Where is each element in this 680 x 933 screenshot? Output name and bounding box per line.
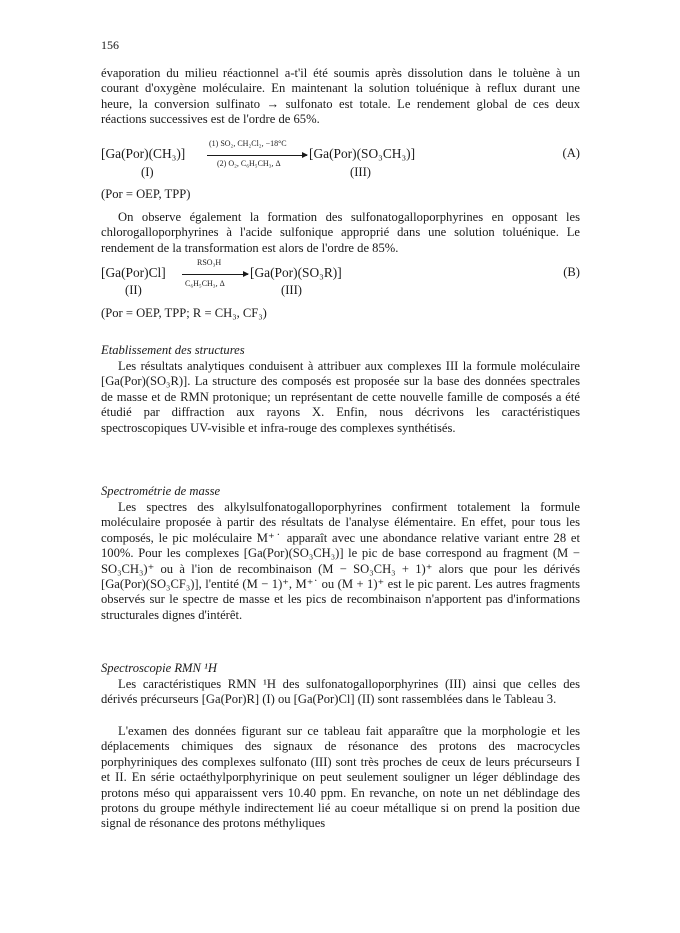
heading-mass-spectrometry: Spectrométrie de masse: [101, 484, 221, 498]
page-number: 156: [101, 38, 119, 52]
equation-a-product: [Ga(Por)(SO₃CH₃)]: [309, 146, 416, 161]
equation-b-arrow: [182, 274, 248, 275]
equation-a-label: (A): [562, 146, 580, 160]
equation-b-product-number: (III): [281, 283, 302, 297]
paragraph-chlorogalloporphyrines: On observe également la formation des sulfonatogalloporphyrines en opposant les chlorogalloporphyrines à l'acide sulfonique approprié dans une solution toluénique. Le rendement de la transformation est alors de l'ordre de 85%.: [101, 210, 580, 255]
equation-a: [101, 139, 580, 179]
equation-a-product-number: (III): [350, 165, 371, 179]
paragraph-structures: Les résultats analytiques conduisent à attribuer aux complexes III la formule moléculaire [Ga(Por)(SO₃R)]. La structure des composés est proposée sur la base des données spectrales de masse et de RMN protonique; un représentant de cette nouvelle famille de composés a été étudié par diffraction aux rayons X. Enfin, nous décrivons les caractéristiques spectroscopiques UV-visible et infra-rouge des complexes synthétisés.: [101, 359, 580, 435]
equation-a-reactant: [Ga(Por)(CH₃)]: [101, 146, 186, 161]
equation-b-product: [Ga(Por)(SO₃R)]: [250, 265, 342, 280]
heading-structures: Etablissement des structures: [101, 343, 245, 357]
equation-a-condition-top: (1) SO₂, CH₂Cl₂, −18°C: [209, 139, 287, 148]
equation-a-arrow: [207, 155, 307, 156]
equation-b: [101, 258, 580, 297]
equation-b-reactant: [Ga(Por)Cl]: [101, 265, 166, 280]
equation-a-note: (Por = OEP, TPP): [101, 187, 191, 201]
paragraph-mass-spectrometry: Les spectres des alkylsulfonatogalloporphyrines confirment totalement la formule moléculaire proposée à partir des résultats de l'analyse élémentaire. En effet, pour tous les composés, le pic moléculaire M⁺˙ apparaît avec une abondance relative variant entre 28 et 100%. Pour les complexes [Ga(Por)(SO₃CH₃)] le pic de base correspond au fragment (M − SO₃CH₃)⁺ ou à l'ion de recombinaison (M − SO₃CH₃ + 1)⁺ alors que pour les dérivés [Ga(Por)(SO₃CF₃)], l'entité (M − 1)⁺, M⁺˙ ou (M + 1)⁺ est le pic parent. Les autres fragments observés sur le spectre de masse et les pics de recombinaison n'apportent pas d'informations structurales dignes d'intérêt.: [101, 500, 580, 622]
heading-nmr: Spectroscopie RMN ¹H: [101, 661, 217, 675]
equation-b-condition-top: RSO₃H: [197, 258, 222, 267]
equation-a-condition-bottom: (2) O₂, C₆H₅CH₃, Δ: [217, 159, 281, 168]
equation-b-reactant-number: (II): [125, 283, 142, 297]
paragraph-nmr-intro: Les caractéristiques RMN ¹H des sulfonatogalloporphyrines (III) ainsi que celles des dérivés précurseurs [Ga(Por)R] (I) ou [Ga(Por)Cl] (II) sont rassemblées dans le Tableau 3.: [101, 677, 580, 707]
equation-b-label: (B): [563, 265, 580, 279]
equation-b-condition-bottom: C₆H₅CH₃, Δ: [185, 279, 225, 288]
equation-b-note: (Por = OEP, TPP; R = CH₃, CF₃): [101, 306, 267, 320]
paragraph-sulfinato-conversion: évaporation du milieu réactionnel a-t'il été soumis après dissolution dans le toluène à un courant d'oxygène moléculaire. En maintenant la solution toluénique à reflux durant une heure, la conversion sulfinato → sulfonato est totale. Le rendement global de ces deux réactions successives est de l'ordre de 65%.: [101, 66, 580, 127]
paragraph-nmr-discussion: L'examen des données figurant sur ce tableau fait apparaître que la morphologie et les déplacements chimiques des signaux de résonance des protons des macrocycles porphyriniques des complexes sulfonato (III) sont très proches de ceux de leurs précurseurs I et II. En série octaéthylporphyrinique on peut seulement souligner un léger déblindage des protons méso qui apparaissent vers 10.40 ppm. En revanche, on note un net déblindage des protons du groupe méthyle indirectement lié au coeur métallique si on prend la position due signal de résonance des protons méthyliques: [101, 724, 580, 831]
equation-a-reactant-number: (I): [141, 165, 154, 179]
